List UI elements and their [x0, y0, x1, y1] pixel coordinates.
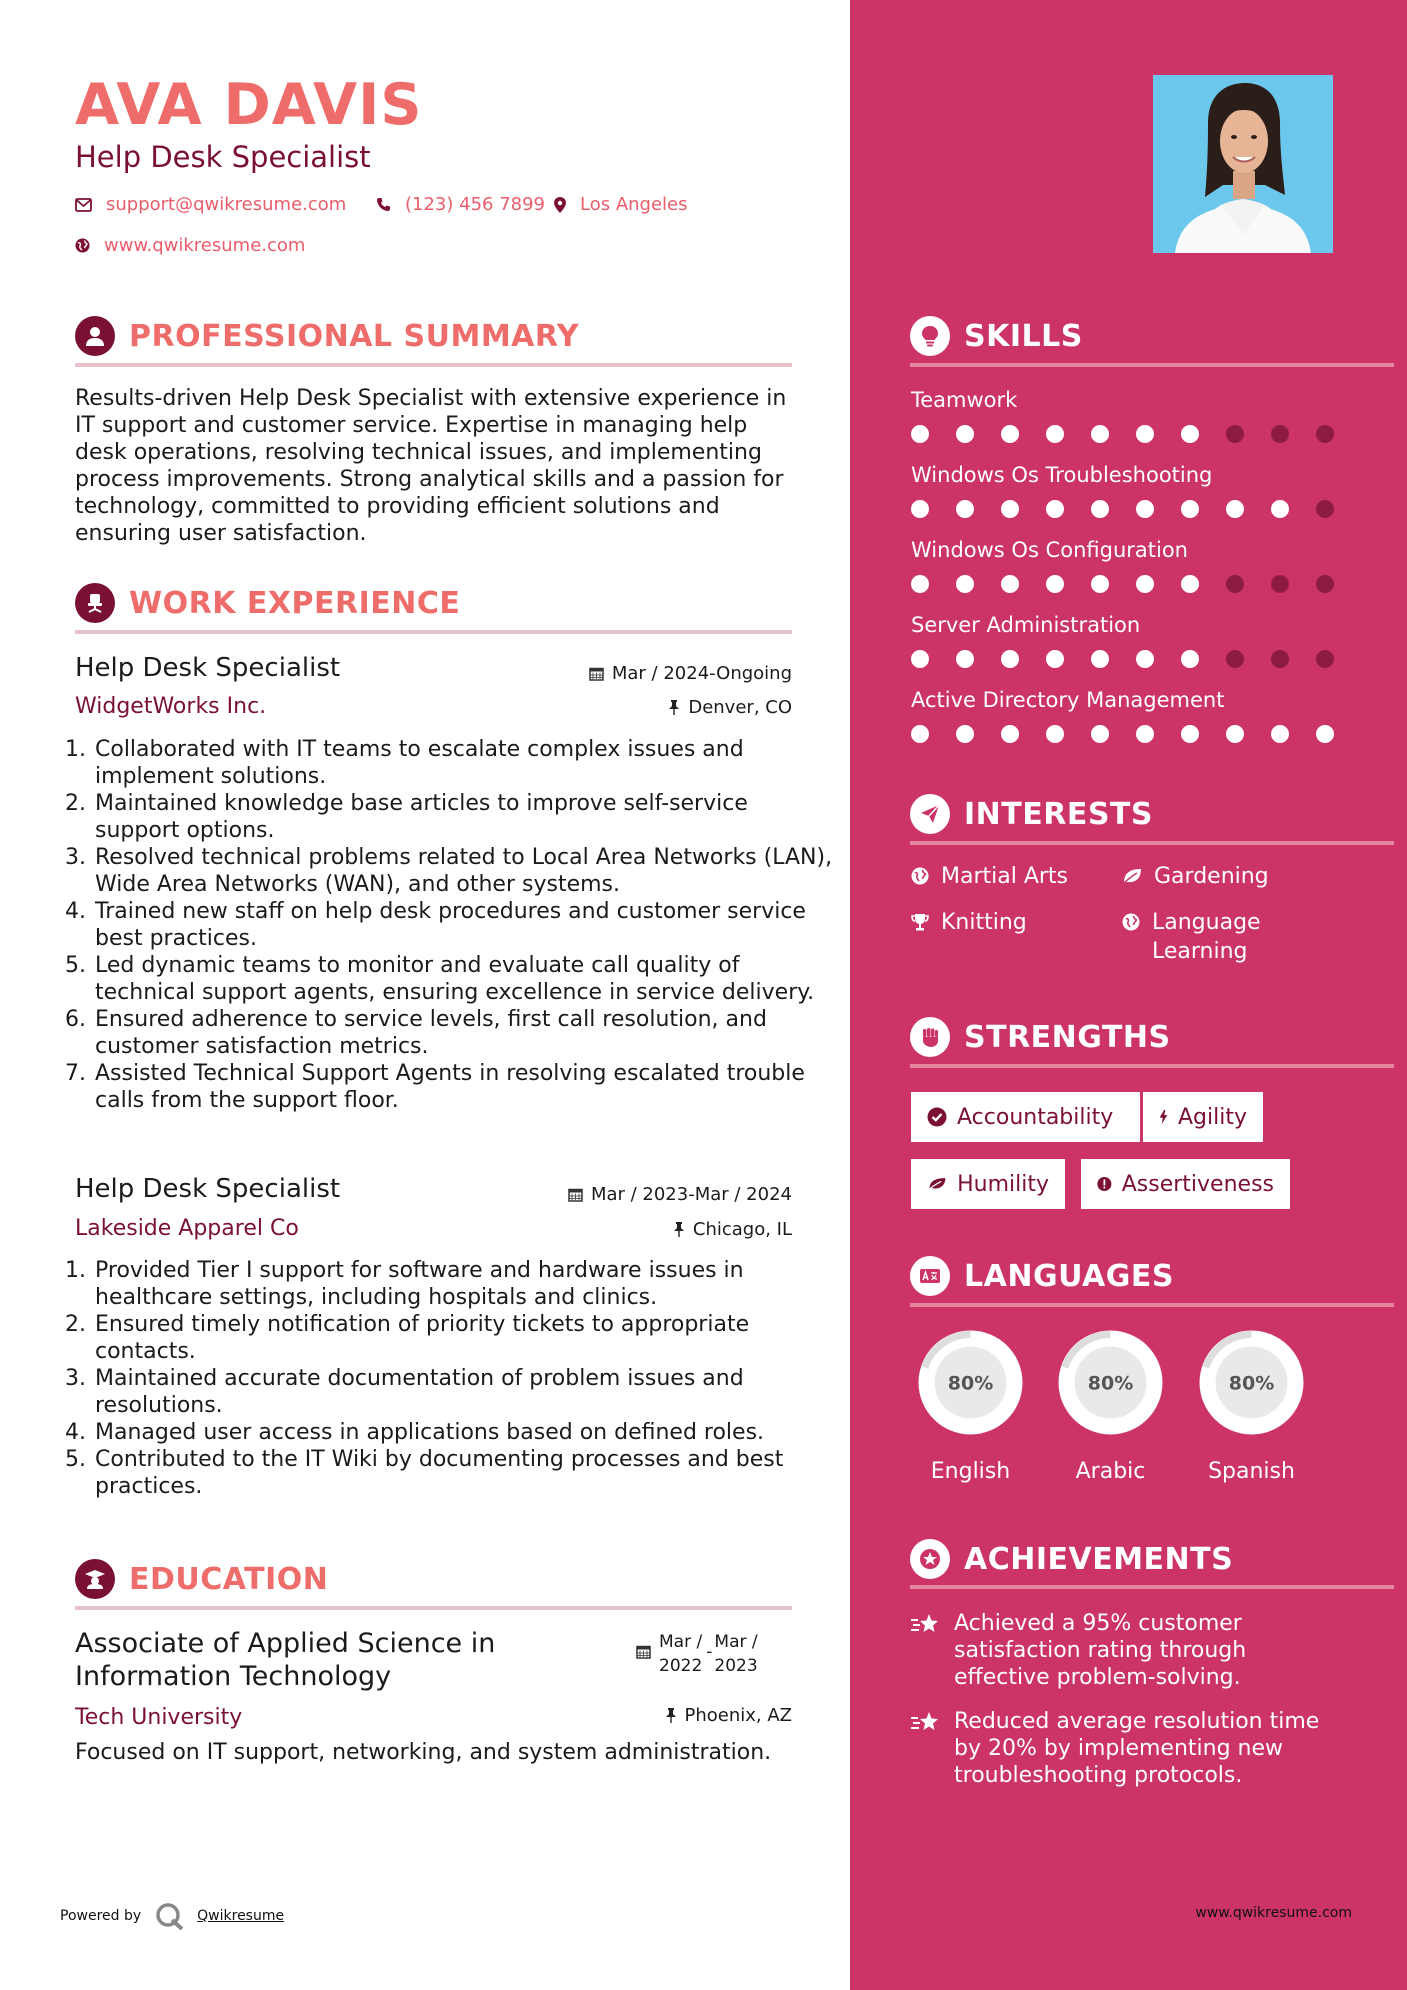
skills-divider	[910, 363, 1394, 367]
skill-level-dot	[1181, 650, 1199, 668]
education-dates	[636, 1630, 758, 1678]
education-location	[665, 1705, 793, 1726]
language-percent: 80%	[947, 1372, 994, 1395]
education-divider	[75, 1606, 792, 1610]
skill-level-dot	[911, 500, 929, 518]
skill-level-dot	[1046, 725, 1064, 743]
language-name: English	[930, 1459, 1011, 1484]
skill-level-dot	[1271, 650, 1289, 668]
contact-email[interactable]	[75, 194, 346, 215]
skill-level-dot	[1001, 650, 1019, 668]
job-1-duty: 7. Assisted Technical Support Agents in resolving escalated trouble calls from the support floor.	[93, 1060, 833, 1114]
envelope-icon	[75, 198, 92, 212]
interest-label: Martial Arts	[941, 864, 1069, 889]
skill-level-dot	[1091, 575, 1109, 593]
skill-level-dot	[911, 575, 929, 593]
office-chair-icon	[75, 583, 115, 623]
job-2-duty: 3. Maintained accurate documentation of problem issues and resolutions.	[93, 1365, 833, 1419]
job-2-location-text: Chicago, IL	[692, 1219, 792, 1240]
interest-item	[1122, 862, 1269, 891]
candidate-title: Help Desk Specialist	[75, 140, 371, 174]
graduate-icon	[75, 1559, 115, 1599]
skill-level-dot	[1271, 725, 1289, 743]
education-end-month: Mar /	[714, 1632, 758, 1652]
education-end-year: 2023	[714, 1656, 758, 1676]
skill-dots	[911, 725, 1361, 743]
interests-heading-label: INTERESTS	[964, 796, 1153, 832]
education-start	[659, 1630, 702, 1678]
contact-website[interactable]	[75, 235, 305, 256]
job-1-duty: 5. Led dynamic teams to monitor and evaluate call quality of technical support agents, ensuring excellence in service delivery.	[93, 952, 833, 1006]
star-badge-icon	[910, 1539, 950, 1579]
job-2-location	[673, 1219, 792, 1240]
interests-divider	[910, 841, 1394, 845]
languages-heading-label: LANGUAGES	[964, 1258, 1174, 1294]
summary-divider	[75, 363, 792, 367]
skill-level-dot	[1181, 500, 1199, 518]
strength-label: Accountability	[957, 1104, 1114, 1130]
interest-label: Gardening	[1154, 864, 1269, 889]
interest-item	[911, 862, 1068, 891]
education-start-month: Mar /	[659, 1632, 703, 1652]
skill-name: Teamwork	[911, 388, 1018, 412]
job-2-date	[568, 1184, 792, 1205]
language-icon	[910, 1256, 950, 1296]
calendar-icon	[589, 666, 604, 681]
skill-level-dot	[1316, 725, 1334, 743]
fist-icon	[910, 1017, 950, 1057]
strengths-heading	[910, 1017, 1171, 1057]
job-2-duty: 4. Managed user access in applications based on defined roles.	[93, 1419, 833, 1446]
pushpin-icon	[668, 700, 680, 715]
skill-level-dot	[1136, 650, 1154, 668]
phone-text: (123) 456 7899	[405, 194, 546, 215]
skill-level-dot	[956, 650, 974, 668]
summary-heading-label: PROFESSIONAL SUMMARY	[129, 318, 580, 354]
education-heading	[75, 1559, 328, 1599]
website-text: www.qwikresume.com	[104, 235, 306, 256]
candidate-name: AVA DAVIS	[75, 72, 423, 138]
language-ring	[910, 1322, 1031, 1443]
calendar-icon	[636, 1644, 651, 1659]
check-circle-icon	[927, 1107, 947, 1127]
job-1-location-text: Denver, CO	[688, 697, 792, 718]
strengths-heading-label: STRENGTHS	[964, 1019, 1171, 1055]
skill-level-dot	[1181, 725, 1199, 743]
job-1-date-text: Mar / 2024-Ongoing	[611, 663, 792, 684]
skill-level-dot	[1226, 650, 1244, 668]
language-ring	[1050, 1322, 1171, 1443]
interest-label: Knitting	[941, 910, 1027, 935]
qwikresume-logo-icon	[155, 1902, 185, 1930]
education-location-text: Phoenix, AZ	[684, 1705, 792, 1726]
skill-level-dot	[1001, 425, 1019, 443]
skill-dots	[911, 425, 1361, 443]
interest-label: Language Learning	[1152, 910, 1261, 964]
person-portrait	[1153, 75, 1333, 253]
skill-level-dot	[1316, 500, 1334, 518]
skills-heading-label: SKILLS	[964, 318, 1083, 354]
job-1-date	[589, 663, 792, 684]
interest-item	[911, 908, 1027, 937]
skill-level-dot	[1226, 425, 1244, 443]
contact-phone[interactable]	[376, 194, 545, 215]
achievements-divider	[910, 1585, 1394, 1589]
achievement-text: Achieved a 95% customer satisfaction rating through effective problem-solving.	[954, 1611, 1247, 1690]
skill-level-dot	[956, 425, 974, 443]
strength-label: Humility	[957, 1171, 1049, 1197]
skill-level-dot	[1091, 725, 1109, 743]
strengths-divider	[910, 1064, 1394, 1068]
skill-level-dot	[1316, 425, 1334, 443]
skill-name: Active Directory Management	[911, 688, 1225, 712]
skill-level-dot	[1136, 500, 1154, 518]
skills-heading	[910, 316, 1083, 356]
skill-level-dot	[1046, 650, 1064, 668]
language-ring	[1191, 1322, 1312, 1443]
skill-level-dot	[1271, 575, 1289, 593]
experience-heading-label: WORK EXPERIENCE	[129, 585, 461, 621]
job-2-date-text: Mar / 2023-Mar / 2024	[590, 1184, 792, 1205]
skill-dots	[911, 650, 1361, 668]
job-2-title: Help Desk Specialist	[75, 1174, 341, 1204]
strength-pill	[911, 1159, 1065, 1209]
job-1-title: Help Desk Specialist	[75, 653, 341, 683]
education-description: Focused on IT support, networking, and system administration.	[75, 1740, 772, 1765]
strength-pill	[1081, 1159, 1290, 1209]
job-1-duties	[68, 736, 833, 1114]
strength-label: Assertiveness	[1121, 1171, 1274, 1197]
interest-item	[1122, 908, 1272, 966]
languages-divider	[910, 1303, 1394, 1307]
language-percent: 80%	[1087, 1372, 1134, 1395]
skill-level-dot	[1091, 425, 1109, 443]
skill-level-dot	[911, 425, 929, 443]
job-1-duty: 4. Trained new staff on help desk procedures and customer service best practices.	[93, 898, 833, 952]
achievement-text: Reduced average resolution time by 20% by implementing new troubleshooting protocols.	[954, 1709, 1320, 1788]
pushpin-icon	[665, 1708, 677, 1723]
globe-icon	[1122, 913, 1140, 931]
job-2-duty: 1. Provided Tier I support for software and hardware issues in healthcare settings, including hospitals and clinics.	[93, 1257, 833, 1311]
skill-level-dot	[956, 575, 974, 593]
skill-name: Windows Os Troubleshooting	[911, 463, 1213, 487]
strength-pill	[1143, 1092, 1263, 1142]
lightbulb-icon	[910, 316, 950, 356]
leaf-icon	[927, 1175, 947, 1193]
paper-plane-icon	[910, 794, 950, 834]
shooting-star-icon	[910, 1710, 942, 1734]
contact-location	[554, 194, 688, 215]
skill-level-dot	[1046, 575, 1064, 593]
education-end	[714, 1630, 757, 1678]
experience-divider	[75, 630, 792, 634]
skill-level-dot	[956, 725, 974, 743]
job-2-company: Lakeside Apparel Co	[75, 1216, 299, 1241]
skill-level-dot	[1136, 425, 1154, 443]
trophy-icon	[911, 913, 929, 931]
skill-level-dot	[1226, 725, 1244, 743]
bolt-icon	[1159, 1106, 1168, 1128]
exclamation-circle-icon	[1097, 1174, 1112, 1194]
skill-level-dot	[1136, 725, 1154, 743]
powered-by-text: Powered by	[60, 1908, 142, 1924]
skill-level-dot	[1001, 725, 1019, 743]
experience-heading	[75, 583, 460, 623]
skill-level-dot	[911, 650, 929, 668]
job-1-duty: 1. Collaborated with IT teams to escalate complex issues and implement solutions.	[93, 736, 833, 790]
skill-level-dot	[1316, 575, 1334, 593]
skill-level-dot	[1046, 425, 1064, 443]
skill-level-dot	[1181, 575, 1199, 593]
globe-icon	[911, 867, 929, 885]
sidebar	[850, 0, 1407, 1990]
languages-heading	[910, 1256, 1174, 1296]
job-1-location	[668, 697, 792, 718]
job-2-duties	[68, 1257, 833, 1500]
summary-heading	[75, 316, 579, 356]
phone-icon	[376, 197, 391, 212]
achievements-heading-label: ACHIEVEMENTS	[964, 1541, 1234, 1577]
user-icon	[75, 316, 115, 356]
education-school: Tech University	[75, 1705, 243, 1730]
powered-by[interactable]	[60, 1902, 284, 1930]
skill-name: Server Administration	[911, 613, 1141, 637]
job-2-duty: 5. Contributed to the IT Wiki by documenting processes and best practices.	[93, 1446, 833, 1500]
skill-level-dot	[1001, 575, 1019, 593]
skill-level-dot	[1226, 575, 1244, 593]
strength-pill	[911, 1092, 1140, 1142]
globe-icon	[75, 238, 90, 253]
achievement-item	[910, 1610, 1330, 1691]
job-2-duty: 2. Ensured timely notification of priority tickets to appropriate contacts.	[93, 1311, 833, 1365]
skill-level-dot	[1226, 500, 1244, 518]
footer-site[interactable]: www.qwikresume.com	[1195, 1905, 1352, 1921]
education-degree: Associate of Applied Science in Information Technology	[75, 1628, 496, 1692]
language-name: Spanish	[1208, 1459, 1295, 1484]
pushpin-icon	[673, 1222, 685, 1237]
strength-label: Agility	[1178, 1104, 1247, 1130]
skill-level-dot	[1271, 500, 1289, 518]
job-1-duty: 2. Maintained knowledge base articles to improve self-service support options.	[93, 790, 833, 844]
skill-level-dot	[911, 725, 929, 743]
skill-level-dot	[1181, 425, 1199, 443]
job-1-company: WidgetWorks Inc.	[75, 694, 267, 719]
profile-photo	[1153, 75, 1333, 253]
map-marker-icon	[554, 197, 566, 213]
education-date-separator: -	[706, 1642, 713, 1662]
summary-text: Results-driven Help Desk Specialist with extensive experience in IT support and customer service. Expertise in managing help desk operations, resolving technical issues, and implementing process improvements. Strong analytical skills and a passion for technology, committed to providing efficient solutions and ensuring user satisfaction.	[75, 386, 787, 546]
education-start-year: 2022	[659, 1656, 703, 1676]
skill-level-dot	[1271, 425, 1289, 443]
skill-name: Windows Os Configuration	[911, 538, 1188, 562]
job-1-duty: 3. Resolved technical problems related to Local Area Networks (LAN), Wide Area Networks (WAN), and other systems.	[93, 844, 833, 898]
skill-level-dot	[1046, 500, 1064, 518]
skill-level-dot	[1316, 650, 1334, 668]
achievements-heading	[910, 1539, 1233, 1579]
email-text: support@qwikresume.com	[106, 194, 347, 215]
shooting-star-icon	[910, 1612, 942, 1636]
skill-level-dot	[1001, 500, 1019, 518]
calendar-icon	[568, 1187, 583, 1202]
education-heading-label: EDUCATION	[129, 1561, 329, 1597]
skill-dots	[911, 500, 1361, 518]
language-name: Arabic	[1075, 1459, 1146, 1484]
achievement-item	[910, 1708, 1330, 1789]
skill-level-dot	[1091, 500, 1109, 518]
language-percent: 80%	[1228, 1372, 1275, 1395]
skill-dots	[911, 575, 1361, 593]
interests-heading	[910, 794, 1153, 834]
job-1-duty: 6. Ensured adherence to service levels, first call resolution, and customer satisfaction metrics.	[93, 1006, 833, 1060]
leaf-icon	[1122, 867, 1142, 885]
skill-level-dot	[956, 500, 974, 518]
skill-level-dot	[1136, 575, 1154, 593]
skill-level-dot	[1091, 650, 1109, 668]
location-text: Los Angeles	[580, 194, 688, 215]
qwikresume-link[interactable]: Qwikresume	[197, 1908, 285, 1924]
